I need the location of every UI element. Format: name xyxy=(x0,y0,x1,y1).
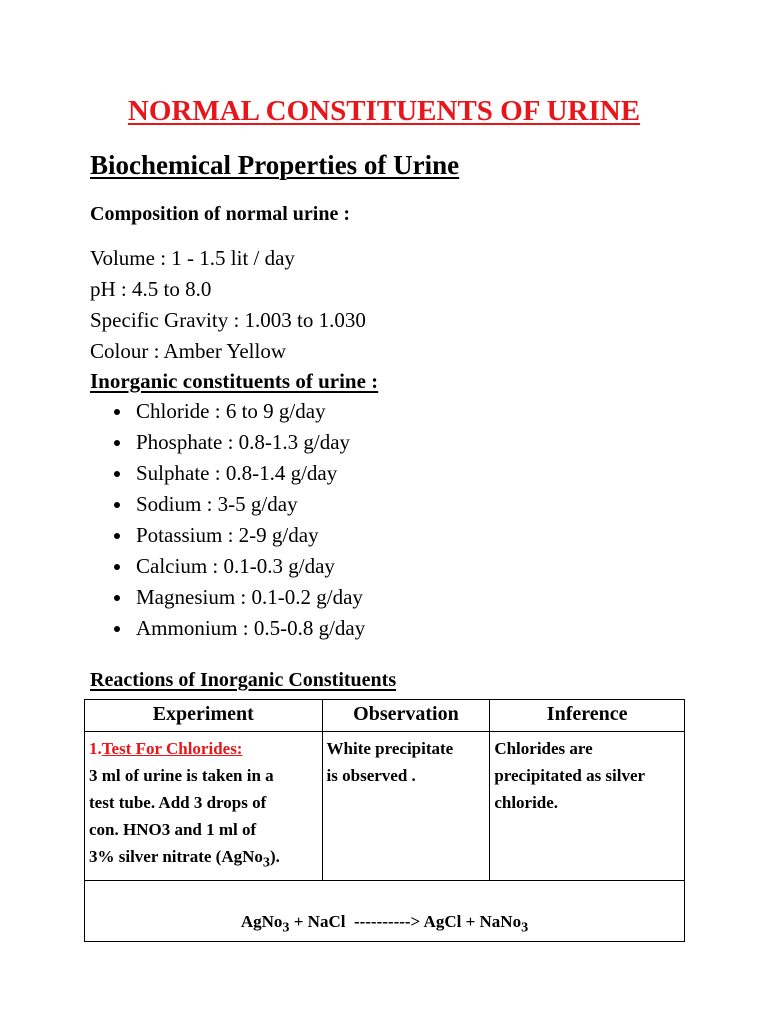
bullet-icon xyxy=(114,595,120,601)
constituent-text: Chloride : 6 to 9 g/day xyxy=(136,399,326,423)
list-item xyxy=(90,489,365,520)
property-list xyxy=(90,243,366,367)
equation-row xyxy=(85,881,685,942)
list-item xyxy=(90,582,365,613)
inorganic-list xyxy=(90,396,365,644)
constituent-text: Sodium : 3-5 g/day xyxy=(136,492,298,516)
inference-line: Chlorides are xyxy=(494,739,593,758)
inference-cell xyxy=(490,732,685,881)
list-item xyxy=(90,396,365,427)
equation-text: + NaCl ----------> AgCl + NaNo xyxy=(289,912,522,931)
experiment-cell xyxy=(85,732,323,881)
property-item: Volume : 1 - 1.5 lit / day xyxy=(90,246,295,270)
test-name: Test For Chlorides: xyxy=(101,739,243,758)
constituent-text: Ammonium : 0.5-0.8 g/day xyxy=(136,616,366,640)
bullet-icon xyxy=(114,564,120,570)
property-item: pH : 4.5 to 8.0 xyxy=(90,277,212,301)
constituent-text: Calcium : 0.1-0.3 g/day xyxy=(136,554,335,578)
bullet-icon xyxy=(114,440,120,446)
reaction-equation xyxy=(85,881,685,942)
property-item: Colour : Amber Yellow xyxy=(90,339,287,363)
experiment-line: con. HNO3 and 1 ml of xyxy=(89,820,257,839)
observation-cell xyxy=(322,732,490,881)
test-number: 1. xyxy=(89,739,102,758)
experiment-line: test tube. Add 3 drops of xyxy=(89,793,267,812)
constituent-text: Magnesium : 0.1-0.2 g/day xyxy=(136,585,363,609)
experiment-text: ). xyxy=(269,847,280,866)
document-title: NORMAL CONSTITUENTS OF URINE xyxy=(127,95,641,127)
constituent-text: Phosphate : 0.8-1.3 g/day xyxy=(136,430,351,454)
table-header-row xyxy=(85,700,685,732)
observation-line: is observed . xyxy=(326,766,416,785)
property-item: Specific Gravity : 1.003 to 1.030 xyxy=(90,308,366,332)
list-item xyxy=(90,520,365,551)
test-title xyxy=(89,735,318,762)
list-item xyxy=(90,458,365,489)
inorganic-heading: Inorganic constituents of urine : xyxy=(90,369,379,393)
observation-line: White precipitate xyxy=(326,739,454,758)
experiment-text: 3% silver nitrate (AgNo xyxy=(89,847,263,866)
column-header-experiment: Experiment xyxy=(85,700,323,732)
reactions-heading: Reactions of Inorganic Constituents xyxy=(90,669,397,691)
list-item xyxy=(90,551,365,582)
subscript: 3 xyxy=(262,854,270,871)
composition-heading: Composition of normal urine : xyxy=(90,203,350,225)
inference-line: chloride. xyxy=(494,793,559,812)
experiment-line xyxy=(89,843,318,876)
table-row xyxy=(85,732,685,881)
constituent-text: Sulphate : 0.8-1.4 g/day xyxy=(136,461,338,485)
constituent-text: Potassium : 2-9 g/day xyxy=(136,523,319,547)
subscript: 3 xyxy=(282,919,290,936)
equation-text: AgNo xyxy=(240,912,283,931)
column-header-inference: Inference xyxy=(490,700,685,732)
bullet-icon xyxy=(114,471,120,477)
inference-line: precipitated as silver xyxy=(494,766,646,785)
bullet-icon xyxy=(114,502,120,508)
experiment-line: 3 ml of urine is taken in a xyxy=(89,766,274,785)
bullet-icon xyxy=(114,626,120,632)
section-title: Biochemical Properties of Urine xyxy=(90,150,460,180)
subscript: 3 xyxy=(521,919,529,936)
list-item xyxy=(90,613,365,644)
reactions-table xyxy=(84,699,685,942)
list-item xyxy=(90,427,365,458)
bullet-icon xyxy=(114,533,120,539)
bullet-icon xyxy=(114,409,120,415)
column-header-observation: Observation xyxy=(322,700,490,732)
